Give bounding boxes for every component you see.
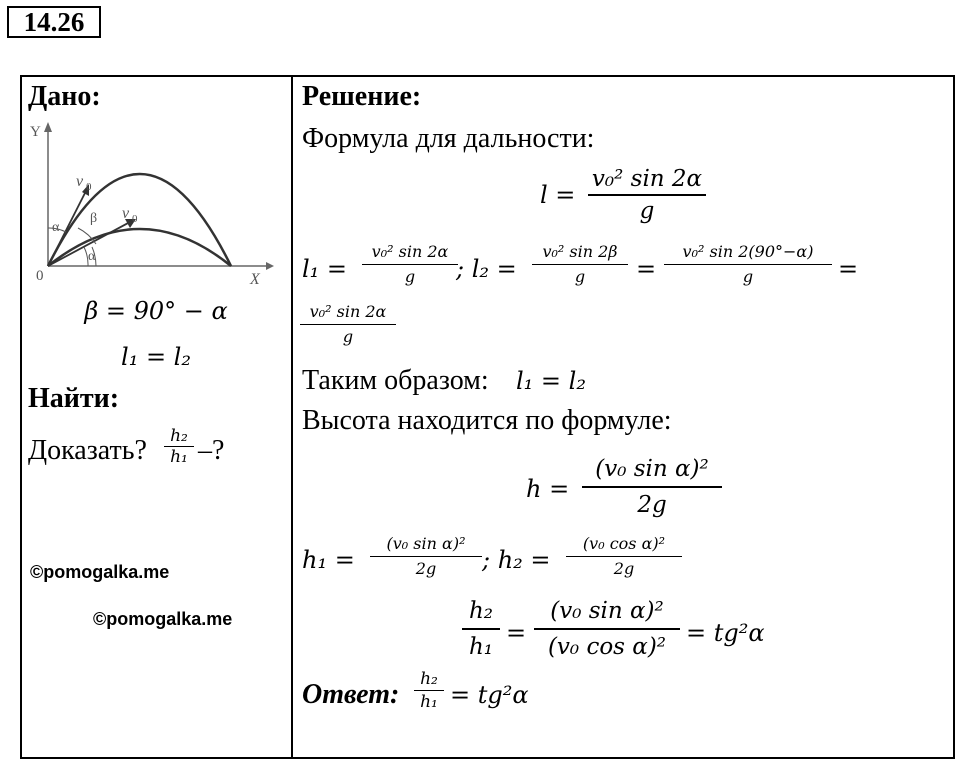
range-formula-num: v₀² sin 2α: [591, 166, 703, 192]
thus-text: Таким образом:: [302, 365, 489, 396]
l2c-num: v₀² sin 2α: [309, 302, 387, 321]
origin-label: 0: [36, 268, 44, 284]
column-divider: [291, 75, 293, 759]
l1-den: g: [404, 267, 416, 286]
x-axis-label: X: [250, 271, 260, 288]
watermark-2: ©pomogalka.me: [93, 609, 233, 629]
find-tail: –?: [198, 435, 225, 466]
h-formula-fraction: [582, 452, 722, 522]
l2-num: v₀² sin 2β: [542, 242, 618, 261]
answer-result: = tg²α: [450, 681, 529, 709]
h2-den: 2g: [613, 559, 635, 578]
l2-fraction: [532, 240, 628, 289]
given-beta-equation: β = 90° − α: [84, 297, 228, 325]
h1-num: (v₀ sin α)²: [386, 534, 466, 553]
find-heading: Найти:: [28, 383, 120, 414]
y-axis-label: Y: [30, 124, 41, 140]
height-intro: Высота находится по формуле:: [302, 405, 672, 436]
range-formula-fraction: [588, 164, 706, 226]
l2-left: ; l₂ =: [456, 255, 517, 283]
range-formula-den: g: [639, 198, 655, 224]
l2c-den: g: [342, 327, 354, 346]
thus-equation: l₁ = l₂: [516, 367, 586, 395]
find-fraction-num: h₂: [170, 426, 188, 446]
given-l-equation: l₁ = l₂: [121, 343, 191, 371]
answer-label: Ответ:: [302, 679, 400, 710]
answer-fraction: [414, 668, 444, 713]
range-intro: Формула для дальности:: [302, 123, 595, 154]
h2-left: ; h₂ =: [482, 546, 551, 574]
h-formula-num: (v₀ sin α)²: [595, 456, 709, 482]
l2c-fraction: [300, 300, 396, 349]
range-formula-left: l =: [540, 181, 576, 209]
h2-fraction: [566, 532, 682, 581]
answer-num: h₂: [420, 669, 438, 689]
v0-sub-1: 0: [86, 181, 92, 193]
h1-den: 2g: [415, 559, 437, 578]
ratio-num: h₂: [468, 598, 494, 624]
h-formula-den: 2g: [637, 492, 667, 518]
v0-sub-2: 0: [132, 213, 138, 225]
trajectory-figure: [26, 118, 276, 290]
v0-label-2: v: [122, 205, 130, 222]
h1-fraction: [370, 532, 482, 581]
problem-number: 14.26: [7, 6, 101, 38]
solution-heading: Решение:: [302, 81, 422, 112]
l1-num: v₀² sin 2α: [371, 242, 449, 261]
find-fraction: [164, 426, 194, 467]
ratio-rhs-fraction: [534, 594, 680, 664]
h-formula-left: h =: [526, 475, 570, 503]
alpha-label-1: α: [52, 220, 60, 235]
ratio-eq: =: [506, 619, 527, 647]
v0-label-1: v: [76, 173, 84, 190]
l2b-den: g: [742, 267, 754, 286]
ratio-rhs-num: (v₀ sin α)²: [550, 598, 664, 624]
beta-label: β: [90, 211, 98, 226]
l2b-fraction: [664, 240, 832, 289]
l1-fraction: [362, 240, 458, 289]
l2-eq-sign-2: =: [838, 255, 859, 283]
watermark-1: ©pomogalka.me: [30, 562, 170, 582]
find-text: Доказать?: [28, 435, 147, 466]
l2b-num: v₀² sin 2(90°−α): [682, 242, 814, 261]
ratio-result: = tg²α: [686, 619, 765, 647]
ratio-rhs-den: (v₀ cos α)²: [547, 634, 667, 660]
l2-eq-sign: =: [636, 255, 657, 283]
h1-left: h₁ =: [302, 546, 355, 574]
l1-left: l₁ =: [302, 255, 348, 283]
ratio-den: h₁: [468, 634, 494, 660]
find-fraction-den: h₁: [170, 447, 188, 467]
h2-num: (v₀ cos α)²: [582, 534, 666, 553]
alpha-label-2: α: [88, 249, 96, 264]
answer-den: h₁: [420, 692, 438, 712]
ratio-fraction: [462, 594, 500, 664]
l2-den: g: [574, 267, 586, 286]
given-heading: Дано:: [28, 81, 101, 112]
